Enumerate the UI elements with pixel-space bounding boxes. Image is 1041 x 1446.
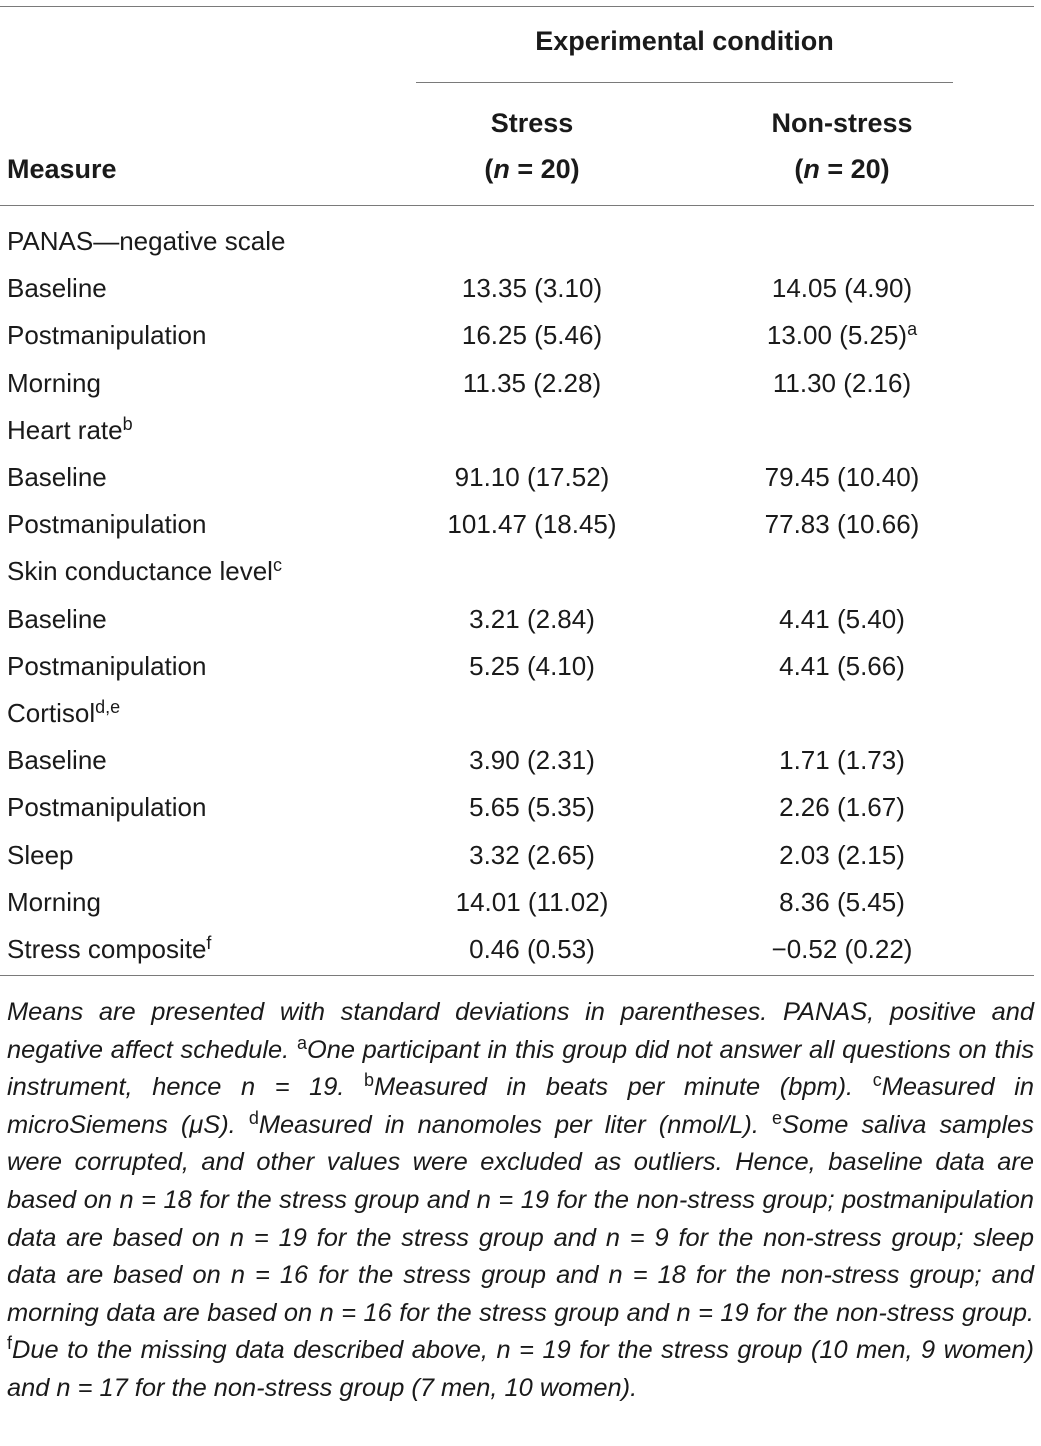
stress-value: 5.65 (5.35) bbox=[469, 792, 595, 823]
stress-value: 14.01 (11.02) bbox=[455, 886, 609, 917]
non-stress-value bbox=[718, 926, 966, 973]
table-row bbox=[0, 407, 1041, 454]
non-stress-value-text: 13.00 (5.25) bbox=[766, 320, 908, 351]
stress-value: 101.47 (18.45) bbox=[447, 509, 617, 540]
footnote-marker: a bbox=[907, 319, 918, 340]
col2-header bbox=[718, 106, 966, 186]
row-label-text: Postmanipulation bbox=[7, 650, 207, 681]
row-label-text: Morning bbox=[7, 886, 101, 917]
non-stress-value bbox=[718, 737, 966, 784]
table-row bbox=[0, 454, 1041, 501]
non-stress-value bbox=[718, 265, 966, 312]
non-stress-value-text: 2.26 (1.67) bbox=[779, 792, 905, 823]
row-label bbox=[7, 737, 107, 784]
row-label-text: PANAS—negative scale bbox=[7, 226, 286, 256]
row-label bbox=[7, 643, 206, 690]
stress-value: 16.25 (5.46) bbox=[461, 320, 603, 351]
row-label-text: Baseline bbox=[7, 462, 107, 492]
footnote-marker: d,e bbox=[95, 697, 121, 717]
footnote-marker: f bbox=[206, 933, 212, 953]
stress-value: 3.32 (2.65) bbox=[469, 839, 595, 870]
row-label bbox=[7, 690, 120, 737]
non-stress-value-text: 1.71 (1.73) bbox=[779, 745, 905, 776]
row-label bbox=[7, 312, 206, 359]
table-note: Means are presented with standard deviations in parentheses. PANAS, positive and negative affect schedule. $^a$One participant in this group did not answer all questions on this instrument, hence n = 19. $^b$Measured in beats per minute (bpm). $^c$Measured in microSiemens (μS). $^d$Measured in nanomoles per liter (nmol/L). $^e$Some saliva samples were corrupted, and other values were excluded as outliers. Hence, baseline data are based on n = 18 for the stress group and n = 19 for the non-stress group; postmanipulation data are based on n = 19 for the stress group and n = 9 for the non-stress group; sleep data are based on n = 16 for the stress group and n = 18 for the non-stress group; and morning data are based on n = 16 for the stress group and n = 19 for the non-stress group. $^f$Due to the missing data described above, n = 19 for the stress group (10 men, 9 women) and n = 17 for the non-stress group (7 men, 10 women). bbox=[7, 998, 1035, 1402]
table-row bbox=[0, 218, 1041, 265]
non-stress-value-text: 11.30 (2.16) bbox=[772, 367, 912, 398]
non-stress-value-text: 4.41 (5.40) bbox=[779, 603, 905, 634]
row-label-text: Skin conductance level bbox=[7, 556, 273, 587]
row-label bbox=[7, 832, 74, 879]
footnote-marker: b bbox=[122, 413, 133, 434]
row-label-text: Baseline bbox=[7, 603, 107, 634]
row-label-text: Sleep bbox=[7, 839, 74, 870]
stress-value: 13.35 (3.10) bbox=[461, 273, 603, 304]
measure-header: Measure bbox=[7, 154, 117, 184]
non-stress-value-text: 4.41 (5.66) bbox=[779, 650, 905, 681]
non-stress-value bbox=[718, 784, 966, 831]
row-label bbox=[7, 407, 133, 454]
table-row bbox=[0, 784, 1041, 831]
group-rule bbox=[416, 82, 953, 83]
stress-value: 91.10 (17.52) bbox=[454, 462, 610, 492]
non-stress-value-text: 8.36 (5.45) bbox=[779, 886, 905, 917]
non-stress-value-text: 77.83 (10.66) bbox=[764, 509, 920, 540]
row-label bbox=[7, 265, 107, 312]
footnote-marker: c bbox=[272, 555, 282, 576]
top-rule bbox=[0, 6, 1034, 7]
non-stress-value bbox=[718, 832, 966, 879]
table-row bbox=[0, 926, 1041, 973]
table-row bbox=[0, 548, 1041, 595]
row-label-text: Morning bbox=[7, 367, 101, 398]
row-label-text: Cortisol bbox=[7, 698, 96, 728]
table-row bbox=[0, 312, 1041, 359]
col2-n: (n = 20) bbox=[794, 154, 890, 184]
col1-header bbox=[408, 106, 656, 186]
stress-value: 3.90 (2.31) bbox=[469, 745, 595, 776]
table-row bbox=[0, 501, 1041, 548]
row-label bbox=[7, 548, 282, 595]
table-row bbox=[0, 737, 1041, 784]
stress-value: 11.35 (2.28) bbox=[462, 367, 602, 398]
row-label-text: Baseline bbox=[7, 273, 107, 304]
non-stress-value-text: 2.03 (2.15) bbox=[779, 839, 905, 870]
group-title: Experimental condition bbox=[535, 26, 834, 56]
row-label-text: Stress composite bbox=[7, 934, 207, 964]
non-stress-value bbox=[718, 879, 966, 926]
non-stress-value bbox=[718, 501, 966, 548]
header-bottom-rule bbox=[0, 205, 1034, 206]
non-stress-value bbox=[718, 454, 966, 501]
table-row bbox=[0, 596, 1041, 643]
row-label bbox=[7, 879, 101, 926]
non-stress-value bbox=[718, 312, 966, 359]
table-row bbox=[0, 832, 1041, 879]
table-row bbox=[0, 879, 1041, 926]
non-stress-value-text: 79.45 (10.40) bbox=[764, 462, 920, 492]
row-label bbox=[7, 218, 285, 265]
row-label-text: Postmanipulation bbox=[7, 509, 207, 540]
row-label bbox=[7, 360, 101, 407]
table-row bbox=[0, 643, 1041, 690]
row-label-text: Postmanipulation bbox=[7, 320, 207, 351]
col2-name: Non-stress bbox=[771, 108, 913, 138]
non-stress-value bbox=[718, 643, 966, 690]
row-label bbox=[7, 926, 211, 973]
non-stress-value bbox=[718, 360, 966, 407]
stress-value: 0.46 (0.53) bbox=[469, 934, 595, 964]
table-row bbox=[0, 690, 1041, 737]
non-stress-value bbox=[718, 596, 966, 643]
row-label-text: Heart rate bbox=[7, 414, 123, 445]
non-stress-value-text: 14.05 (4.90) bbox=[771, 273, 913, 304]
stress-value: 5.25 (4.10) bbox=[469, 650, 595, 681]
col1-n: (n = 20) bbox=[484, 154, 580, 184]
stress-value: 3.21 (2.84) bbox=[469, 603, 595, 634]
table-row bbox=[0, 265, 1041, 312]
table-row bbox=[0, 360, 1041, 407]
row-label-text: Baseline bbox=[7, 745, 107, 776]
row-label bbox=[7, 501, 206, 548]
row-label bbox=[7, 596, 107, 643]
row-label bbox=[7, 784, 206, 831]
non-stress-value-text: −0.52 (0.22) bbox=[771, 934, 913, 964]
table-bottom-rule bbox=[0, 975, 1034, 976]
col1-name: Stress bbox=[490, 108, 574, 138]
row-label-text: Postmanipulation bbox=[7, 792, 207, 823]
row-label bbox=[7, 454, 107, 501]
